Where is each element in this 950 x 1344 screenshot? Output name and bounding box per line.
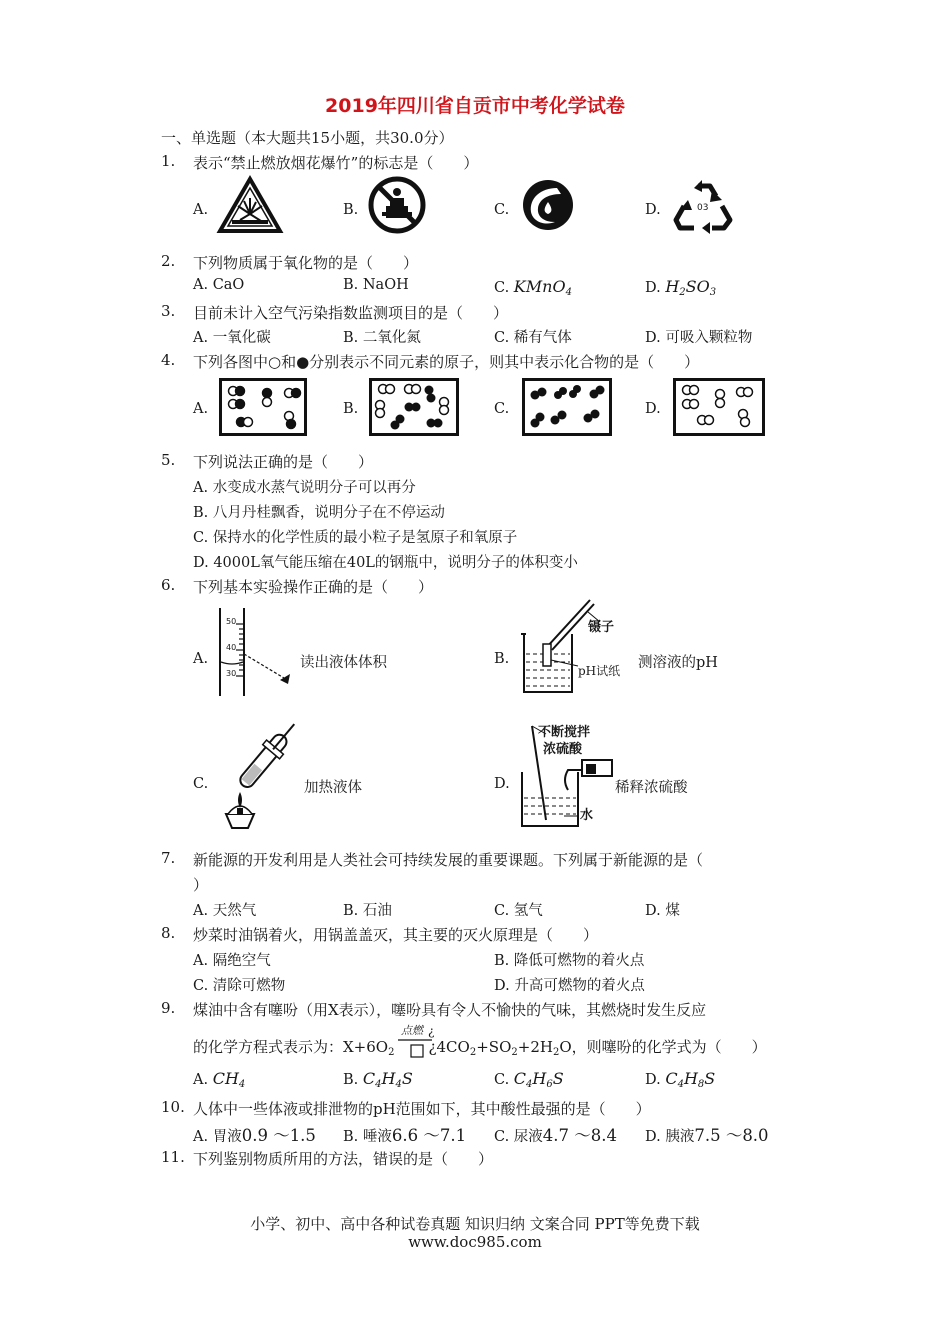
formula-subscript: 2	[679, 287, 686, 298]
question-stem: 人体中一些体液或排泄物的pH范围如下，其中酸性最强的是（ ）	[193, 1100, 651, 1118]
formula-part: SO	[685, 277, 710, 296]
question-stem: 下列各图中○和●分别表示不同元素的原子，则其中表示化合物的是（ ）	[193, 353, 700, 371]
question-number: 10.	[161, 1098, 185, 1116]
option-c-label: C.	[193, 776, 209, 792]
formula-subscript: 8	[697, 1079, 705, 1090]
question-number: 2.	[161, 252, 176, 270]
option-a: A. 隔绝空气	[193, 953, 271, 969]
ph-range: 7.5 ～8.0	[694, 1126, 769, 1145]
option-label: C.	[494, 280, 510, 296]
ph-range: 6.6 ～7.1	[391, 1126, 467, 1145]
question-number: 9.	[161, 999, 176, 1017]
question-number: 6.	[161, 576, 176, 594]
ph-range: 4.7 ～8.4	[542, 1126, 618, 1145]
question-stem: 表示“禁止燃放烟花爆竹”的标志是（ ）	[193, 154, 479, 172]
formula-part: C	[665, 1069, 678, 1088]
equation-text: +SO	[476, 1038, 512, 1056]
heating-test-tube-icon	[218, 732, 302, 830]
option-d-label: D.	[645, 202, 661, 218]
option-b: B. 石油	[343, 903, 392, 919]
option-c-label: C.	[494, 202, 510, 218]
option-d: D. 4000L氧气能压缩在40L的钢瓶中，说明分子的体积变小	[193, 555, 578, 571]
formula-subscript: 3	[709, 287, 717, 298]
option-a	[193, 1069, 245, 1090]
option-c: C. 氢气	[494, 903, 543, 919]
figure-caption: 读出液体体积	[300, 655, 387, 671]
option-c	[494, 277, 572, 298]
formula-subscript: 4	[395, 1079, 402, 1090]
option-label: A. 胃液	[193, 1129, 242, 1145]
diagram-label: 浓硫酸	[543, 742, 583, 757]
option-label: C. 尿液	[494, 1129, 543, 1145]
formula-part: H	[381, 1069, 396, 1088]
formula-part: KMnO	[513, 277, 566, 296]
option-d-label: D.	[494, 776, 510, 792]
question-number: 8.	[161, 924, 176, 942]
question-stem: 下列说法正确的是（ ）	[193, 453, 374, 471]
question-number: 3.	[161, 302, 176, 320]
option-a	[193, 1122, 316, 1146]
beaker-with-tweezers-icon	[518, 594, 621, 696]
question-stem: 下列基本实验操作正确的是（ ）	[193, 578, 434, 596]
figure-caption: 加热液体	[304, 780, 362, 796]
option-label: D. 胰液	[645, 1129, 695, 1145]
equation-line	[193, 1036, 767, 1058]
tick-label: 40	[226, 643, 237, 652]
question-number: 1.	[161, 152, 176, 170]
option-a: A. CaO	[193, 277, 245, 293]
option-b-label: B.	[343, 202, 359, 218]
option-b: B. 二氧化氮	[343, 330, 421, 346]
subscript: 2	[388, 1047, 395, 1058]
ph-range: 0.9 ～1.5	[241, 1126, 316, 1145]
formula-part: CH	[212, 1069, 239, 1088]
formula-subscript: 6	[546, 1079, 553, 1090]
option-d	[645, 1122, 769, 1146]
formula-part: C	[362, 1069, 376, 1088]
figure-caption: 稀释浓硫酸	[615, 780, 688, 796]
formula-subscript: 4	[375, 1079, 382, 1090]
molecule-diagram-d	[673, 378, 765, 436]
formula-part: S	[704, 1069, 716, 1088]
diagram-label: pH试纸	[578, 664, 621, 678]
subscript: 2	[552, 1047, 560, 1058]
option-label: D.	[645, 1072, 661, 1088]
footer-text: 小学、初中、高中各种试卷真题 知识归纳 文案合同 PPT等免费下载	[250, 1215, 700, 1233]
option-c: C. 保持水的化学性质的最小粒子是氢原子和氧原子	[193, 530, 518, 546]
option-c-label: C.	[494, 401, 510, 417]
diagram-label: 水	[580, 808, 594, 823]
option-c	[494, 1122, 617, 1146]
equation-text: O，则噻吩的化学式为（ ）	[559, 1038, 767, 1056]
equation-text: +2H	[517, 1038, 553, 1056]
option-label: D.	[645, 280, 661, 296]
option-c	[494, 1069, 564, 1090]
option-b-label: B.	[343, 401, 359, 417]
formula-part: S	[401, 1069, 413, 1088]
molecule-diagram-b	[369, 378, 459, 436]
question-number: 7.	[161, 849, 176, 867]
reaction-condition: 点燃	[401, 1024, 423, 1037]
option-label: A.	[193, 1072, 209, 1088]
molecule-diagram-a	[219, 378, 307, 436]
equation-text: 的化学方程式表示为：X+6O	[193, 1038, 389, 1056]
no-fireworks-sign-icon	[368, 176, 426, 234]
diagram-label: 不断搅拌	[538, 725, 591, 740]
formula-part: H	[532, 1069, 547, 1088]
subscript: 2	[511, 1047, 518, 1058]
option-a-label: A.	[193, 202, 209, 218]
option-label: B. 唾液	[343, 1129, 392, 1145]
formula-subscript: 4	[238, 1079, 246, 1090]
formula-part: H	[683, 1069, 698, 1088]
question-number: 4.	[161, 351, 176, 369]
option-b: B. NaOH	[343, 277, 409, 293]
formula-subscript: 4	[677, 1079, 684, 1090]
formula-part: H	[665, 277, 680, 296]
option-d	[645, 277, 716, 298]
option-a-label: A.	[193, 401, 209, 417]
footer-url[interactable]: www.doc985.com	[408, 1233, 542, 1251]
option-d	[645, 1069, 715, 1090]
option-c: C. 清除可燃物	[193, 978, 286, 994]
water-saving-sign-icon	[521, 178, 575, 232]
diagram-label: 镊子	[588, 620, 615, 635]
question-stem: 煤油中含有噻吩（用X表示），噻吩具有令人不愉快的气味，其燃烧时发生反应	[193, 1001, 707, 1019]
recycling-code: 03	[697, 203, 709, 213]
question-stem: 下列鉴别物质所用的方法，错误的是（ ）	[193, 1150, 494, 1168]
equation-text: ¿4CO	[428, 1038, 470, 1056]
tick-label: 50	[226, 617, 237, 626]
option-b: B. 八月丹桂飘香，说明分子在不停运动	[193, 505, 445, 521]
reaction-arrow-icon	[398, 1038, 434, 1060]
option-b-label: B.	[494, 651, 510, 667]
formula-part: C	[513, 1069, 527, 1088]
subscript: 2	[469, 1047, 477, 1058]
formula-part: S	[552, 1069, 564, 1088]
formula-subscript: 4	[565, 287, 572, 298]
option-d-label: D.	[645, 401, 661, 417]
question-stem: 下列物质属于氧化物的是（ ）	[193, 254, 419, 272]
tick-label: 30	[226, 669, 237, 678]
option-a-label: A.	[193, 651, 209, 667]
option-label: C.	[494, 1072, 510, 1088]
option-b	[343, 1069, 413, 1090]
question-stem: 炒菜时油锅着火，用锅盖盖灭，其主要的灭火原理是（ ）	[193, 926, 599, 944]
option-label: B.	[343, 1072, 359, 1088]
page-title: 2019年四川省自贡市中考化学试卷	[325, 95, 625, 117]
option-b: B. 降低可燃物的着火点	[494, 953, 645, 969]
question-number: 11.	[161, 1148, 185, 1166]
question-stem: 目前未计入空气污染指数监测项目的是（ ）	[193, 304, 509, 322]
option-a: A. 一氧化碳	[193, 330, 271, 346]
option-c: C. 稀有气体	[494, 330, 572, 346]
option-d: D. 可吸入颗粒物	[645, 330, 753, 346]
formula-subscript: 4	[526, 1079, 533, 1090]
question-stem-cont: ）	[193, 876, 209, 894]
option-d: D. 升高可燃物的着火点	[494, 978, 645, 994]
option-a: A. 水变成水蒸气说明分子可以再分	[193, 480, 416, 496]
figure-caption: 测溶液的pH	[638, 655, 718, 671]
question-stem: 新能源的开发利用是人类社会可持续发展的重要课题。下列属于新能源的是（	[193, 851, 704, 869]
reaction-condition-glyph: ¿	[428, 1024, 435, 1038]
question-number: 5.	[161, 451, 176, 469]
explosion-warning-sign-icon	[218, 176, 282, 234]
section-heading: 一、单选题（本大题共15小题，共30.0分）	[161, 129, 454, 147]
option-a: A. 天然气	[193, 903, 257, 919]
option-b	[343, 1122, 466, 1146]
molecule-diagram-c	[522, 378, 612, 436]
option-d: D. 煤	[645, 903, 680, 919]
